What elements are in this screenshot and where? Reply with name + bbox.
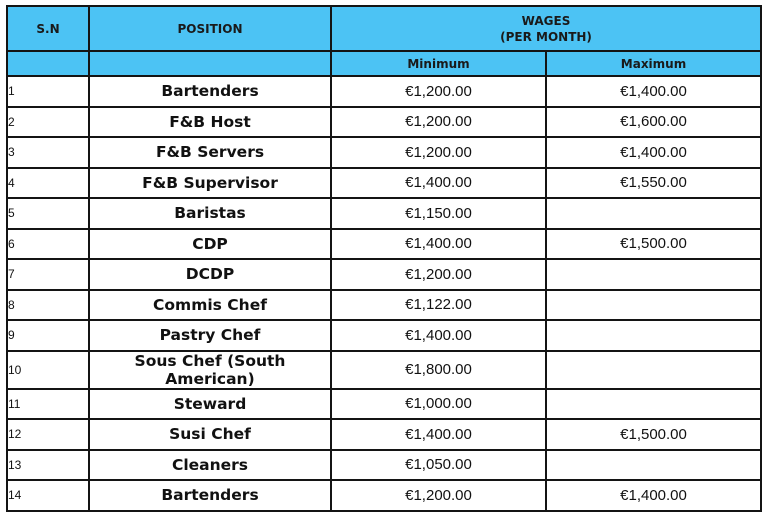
row-max-wage-cell — [546, 198, 761, 229]
row-position-cell: F&B Supervisor — [89, 168, 331, 199]
row-max-wage-cell: €1,600.00 — [546, 107, 761, 138]
row-sn-cell: 1 — [7, 76, 89, 107]
header-maximum: Maximum — [546, 51, 761, 76]
row-sn-cell: 12 — [7, 419, 89, 450]
row-max-wage-cell: €1,400.00 — [546, 480, 761, 511]
table-row — [7, 320, 761, 351]
row-min-wage-cell: €1,200.00 — [331, 137, 546, 168]
header-wages — [331, 6, 761, 51]
header-wages-subtitle: (PER MONTH) — [500, 29, 592, 44]
table-row — [7, 137, 761, 168]
row-position-cell: F&B Servers — [89, 137, 331, 168]
row-min-wage-cell: €1,000.00 — [331, 389, 546, 420]
header-blank-position — [89, 51, 331, 76]
row-sn-cell: 7 — [7, 259, 89, 290]
row-sn-cell: 8 — [7, 290, 89, 321]
header-blank-sn — [7, 51, 89, 76]
header-minimum: Minimum — [331, 51, 546, 76]
table-row — [7, 351, 761, 389]
row-min-wage-cell: €1,400.00 — [331, 229, 546, 260]
table-row — [7, 389, 761, 420]
row-sn-cell: 6 — [7, 229, 89, 260]
row-max-wage-cell — [546, 320, 761, 351]
row-min-wage-cell: €1,200.00 — [331, 76, 546, 107]
row-sn-cell: 14 — [7, 480, 89, 511]
row-min-wage-cell: €1,150.00 — [331, 198, 546, 229]
row-min-wage-cell: €1,800.00 — [331, 351, 546, 389]
table-row — [7, 76, 761, 107]
header-sn: S.N — [7, 6, 89, 51]
row-max-wage-cell: €1,500.00 — [546, 229, 761, 260]
row-position-cell: Baristas — [89, 198, 331, 229]
table-row — [7, 419, 761, 450]
table-row — [7, 480, 761, 511]
row-max-wage-cell: €1,400.00 — [546, 76, 761, 107]
row-max-wage-cell: €1,400.00 — [546, 137, 761, 168]
row-sn-cell: 5 — [7, 198, 89, 229]
row-position-cell: Steward — [89, 389, 331, 420]
row-position-cell: Commis Chef — [89, 290, 331, 321]
table-row — [7, 450, 761, 481]
table-row — [7, 290, 761, 321]
table-row — [7, 168, 761, 199]
row-max-wage-cell: €1,550.00 — [546, 168, 761, 199]
row-sn-cell: 11 — [7, 389, 89, 420]
row-min-wage-cell: €1,400.00 — [331, 168, 546, 199]
row-sn-cell: 10 — [7, 351, 89, 389]
row-position-cell: Sous Chef (South American) — [89, 351, 331, 389]
row-position-cell: Cleaners — [89, 450, 331, 481]
row-min-wage-cell: €1,400.00 — [331, 320, 546, 351]
row-position-cell: Bartenders — [89, 480, 331, 511]
row-min-wage-cell: €1,200.00 — [331, 259, 546, 290]
row-sn-cell: 9 — [7, 320, 89, 351]
row-min-wage-cell: €1,200.00 — [331, 480, 546, 511]
row-sn-cell: 2 — [7, 107, 89, 138]
row-sn-cell: 13 — [7, 450, 89, 481]
row-min-wage-cell: €1,122.00 — [331, 290, 546, 321]
row-min-wage-cell: €1,050.00 — [331, 450, 546, 481]
row-position-cell: CDP — [89, 229, 331, 260]
row-max-wage-cell: €1,500.00 — [546, 419, 761, 450]
table-row — [7, 198, 761, 229]
row-max-wage-cell — [546, 450, 761, 481]
row-position-cell: DCDP — [89, 259, 331, 290]
row-max-wage-cell — [546, 389, 761, 420]
row-sn-cell: 4 — [7, 168, 89, 199]
row-min-wage-cell: €1,400.00 — [331, 419, 546, 450]
table-row — [7, 107, 761, 138]
row-position-cell: Pastry Chef — [89, 320, 331, 351]
header-wages-title: WAGES — [521, 13, 571, 28]
table-header — [7, 6, 761, 76]
header-position: POSITION — [89, 6, 331, 51]
table-row — [7, 259, 761, 290]
row-position-cell: F&B Host — [89, 107, 331, 138]
row-max-wage-cell — [546, 351, 761, 389]
row-max-wage-cell — [546, 290, 761, 321]
row-max-wage-cell — [546, 259, 761, 290]
table-body — [7, 76, 761, 511]
table-row — [7, 229, 761, 260]
row-position-cell: Bartenders — [89, 76, 331, 107]
row-min-wage-cell: €1,200.00 — [331, 107, 546, 138]
row-sn-cell: 3 — [7, 137, 89, 168]
wages-table — [6, 5, 762, 512]
row-position-cell: Susi Chef — [89, 419, 331, 450]
